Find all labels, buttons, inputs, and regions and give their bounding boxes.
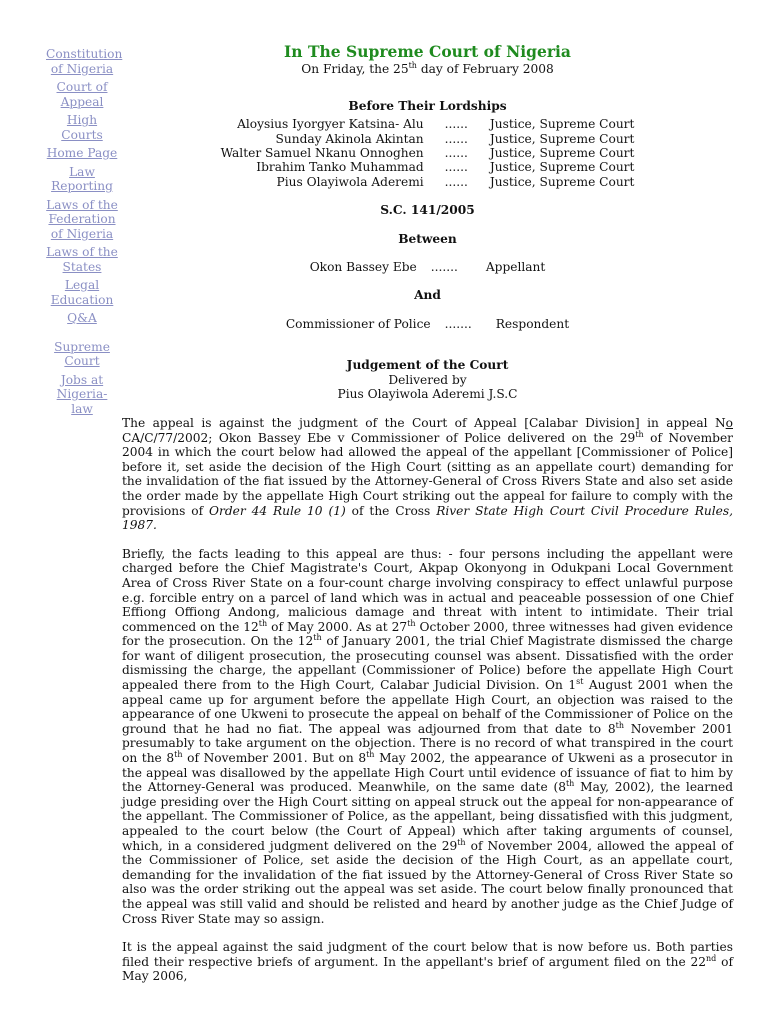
justice-role: Justice, Supreme Court <box>489 131 635 146</box>
nav-link-qa[interactable]: Q&A <box>67 311 97 325</box>
bench-row <box>221 132 635 146</box>
nav-link-laws-states[interactable]: Laws of the States <box>46 245 118 274</box>
nav-link-law-reporting[interactable]: Law Reporting <box>51 164 113 193</box>
nav-link-supreme-court[interactable]: Supreme Court <box>54 339 110 368</box>
judgement-heading: Judgement of the Court <box>346 358 509 373</box>
bench-row <box>221 160 635 174</box>
justice-name: Sunday Akinola Akintan <box>275 131 424 146</box>
nav-link-court-of-appeal[interactable]: Court of Appeal <box>56 80 108 109</box>
paragraph-1: The appeal is against the judgment of the Court of Appeal [Calabar Division] in appeal No CA/C/77/2002; Okon Bassey Ebe v Commissioner of Police delivered on the 29th of November 2004 in which the court below had allowed the appeal of the appellant [Commissioner of Police] before it, set aside the decision of the High Court (sitting as an appellate court) demanding for the invalidation of the fiat issued by the Attorney-General of Cross Rivers State and also set aside the order made by the appellate High Court striking out the appeal for failure to comply with the provisions of Order 44 Rule 10 (1) of the Cross River State High Court Civil Procedure Rules, 1987. <box>122 415 734 533</box>
appellant-name: Okon Bassey Ebe <box>309 260 417 275</box>
bench-dots: ...... <box>444 117 468 132</box>
paragraph-3: It is the appeal against the said judgment of the court below that is now before us. Both parties filed their respective briefs of argument. In the appellant's brief of argument filed on the 22nd of May 2006, <box>122 940 733 984</box>
between-label: Between <box>398 231 457 246</box>
bench-row <box>221 175 635 189</box>
paragraph-2: Briefly, the facts leading to this appeal are thus: - four persons including the appellant were charged before the Chief Magistrate's Court, Akpap Okonyong in Odukpani Local Government Area of Cross River State on a four-count charge involving conspiracy to effect unlawful purpose e.g. forcible entry on a parcel of land which was in actual and peaceable possession of one Chief Effiong Offiong Andong, malicious damage and threat with intent to intimidate. Their trial commenced on the 12th of May 2000. As at 27th October 2000, three witnesses had given evidence for the prosecution. On the 12th of January 2001, the trial Chief Magistrate dismissed the charge for want of diligent prosecution, the prosecuting counsel was absent. Dissatisfied with the order dismissing the charge, the appellant (Commissioner of Police) before the appellate High Court appealed there from to the High Court, Calabar Judicial Division. On 1st August 2001 when the appeal came up for argument before the appellate High Court, an objection was raised to the appearance of one Ukweni to prosecute the appeal on behalf of the Commissioner of Police on the ground that he had no fiat. The appeal was adjourned from that date to 8th November 2001 presumably to take argument on the objection. There is no record of what transpired in the court on the 8th of November 2001. But on 8th May 2002, the appearance of Ukweni as a prosecutor in the appeal was disallowed by the appellate High Court until evidence of issuance of fiat to him by the Attorney-General was produced. Meanwhile, on the same date (8th May, 2002), the learned judge presiding over the High Court sitting on appeal struck out the appeal for non-appearance of the appellant. The Commissioner of Police, as the appellant, being dissatisfied with this judgment, appealed to the court below (the Court of Appeal) which after taking arguments of counsel, which, in a considered judgment delivered on the 29th of November 2004, allowed the appeal of the Commissioner of Police, set aside the decision of the High Court, as an appellate court, demanding for the invalidation of the fiat issued by the Attorney-General of Cross River State so also was the order striking out the appeal was set aside. The court below finally pronounced that the appeal was still valid and should be relisted and heard by another judge as the Chief Judge of Cross River State may so assign. <box>122 546 733 926</box>
appellant-role: Appellant <box>485 260 546 275</box>
justice-role: Justice, Supreme Court <box>489 160 635 175</box>
justice-role: Justice, Supreme Court <box>489 174 635 189</box>
respondent-role: Respondent <box>495 316 570 331</box>
appellant-line <box>122 260 733 275</box>
justice-name: Aloysius Iyorgyer Katsina- Alu <box>237 117 424 132</box>
nav-link-jobs[interactable]: Jobs at Nigeria-law <box>56 372 108 416</box>
justice-role: Justice, Supreme Court <box>489 117 635 132</box>
bench-row <box>221 117 635 131</box>
bench-heading: Before Their Lordships <box>348 98 507 113</box>
delivered-by: Delivered by <box>388 372 467 387</box>
justice-name: Walter Samuel Nkanu Onnoghen <box>220 146 424 160</box>
court-title: In The Supreme Court of Nigeria <box>284 42 571 61</box>
respondent-name: Commissioner of Police <box>285 316 431 331</box>
respondent-dots: ....... <box>444 316 472 331</box>
justice-name: Pius Olayiwola Aderemi <box>276 174 424 189</box>
delivering-judge: Pius Olayiwola Aderemi J.S.C <box>337 387 518 402</box>
bench-dots: ...... <box>444 131 468 146</box>
nav-link-home-page[interactable]: Home Page <box>46 146 118 160</box>
judgment-document <box>122 42 733 984</box>
nav-link-laws-federation[interactable]: Laws of the Federation of Nigeria <box>46 197 118 241</box>
and-label: And <box>414 288 441 302</box>
sidebar-nav <box>46 47 123 420</box>
judgment-date: On Friday, the 25th day of February 2008 <box>301 61 554 76</box>
justice-role: Justice, Supreme Court <box>489 146 635 160</box>
appellant-dots: ....... <box>430 260 458 275</box>
respondent-line <box>122 317 733 332</box>
nav-link-high-courts[interactable]: High Courts <box>61 113 103 142</box>
case-number: S.C. 141/2005 <box>380 203 475 218</box>
nav-link-constitution[interactable]: Constitution of Nigeria <box>46 47 123 76</box>
bench-row <box>221 146 635 160</box>
nav-link-legal-education[interactable]: Legal Education <box>50 278 114 307</box>
justice-name: Ibrahim Tanko Muhammad <box>256 160 424 175</box>
bench-dots: ...... <box>444 174 468 189</box>
bench-dots: ...... <box>444 146 468 160</box>
bench-list <box>221 117 635 189</box>
bench-dots: ...... <box>444 160 468 175</box>
